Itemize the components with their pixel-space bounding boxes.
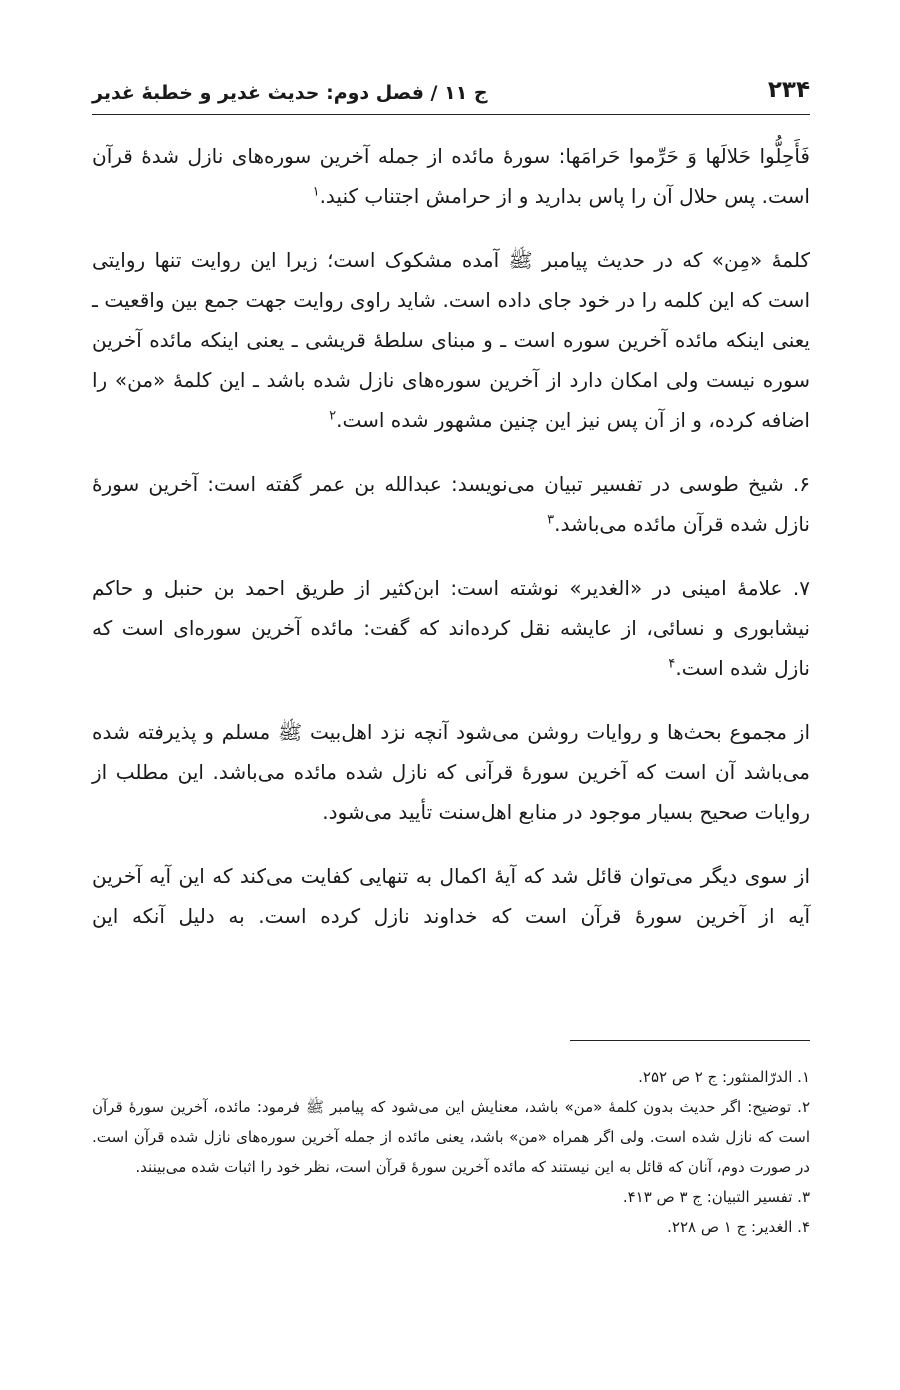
footnote: ۴. الغدیر: ج ۱ ص ۲۲۸. [667, 1218, 810, 1236]
paragraph [92, 136, 810, 216]
book-page [92, 0, 810, 1390]
paragraph [92, 464, 810, 544]
footnote: ۲. توضیح: اگر حدیث بدون کلمهٔ «من» باشد، معنایش این می‌شود که پیامبر ﷺ فرمود: مائده، آخرین سورهٔ قرآن است که نازل شده است. ولی اگر همراه «من» باشد، یعنی مائده از جمله آخرین سوره‌های نازل شده قرآن است. در صورت دوم، آنان که قائل به این نیستند که مائده آخرین سورهٔ قرآن است، نظر خود را اثبات شده می‌بینند. [92, 1098, 810, 1176]
paragraph-text: از مجموع بحث‌ها و روایات روشن می‌شود آنچه نزد اهل‌بیت ﷺ مسلم و پذیرفته شده می‌باشد آن است که آخرین سورهٔ قرآنی که نازل شده مائده می‌باشد. این مطلب از روایات صحیح بسیار موجود در منابع اهل‌سنت تأیید می‌شود. [92, 720, 810, 824]
footnote-separator [570, 1040, 810, 1041]
footnotes [92, 1062, 810, 1242]
paragraph-text: ۶. شیخ طوسی در تفسیر تبیان می‌نویسد: عبدالله بن عمر گفته است: آخرین سورهٔ نازل شده قرآن مائده می‌باشد. [92, 472, 810, 536]
main-text [92, 136, 810, 960]
paragraph [92, 240, 810, 440]
footnote: ۱. الدرّالمنثور: ج ۲ ص ۲۵۲. [638, 1068, 810, 1086]
paragraph-text: کلمهٔ «مِن» که در حدیث پیامبر ﷺ آمده مشکوک است؛ زیرا این روایت تنها روایتی است که این کلمه را در خود جای داده است. شاید راوی روایت جهت جمع بین واقعیت ـ یعنی اینکه مائده آخرین سوره است ـ و مبنای سلطهٔ قریشی ـ یعنی اینکه مائده آخرین سوره نیست ولی امکان دارد از آخرین سوره‌های نازل شده باشد ـ این کلمهٔ «من» را اضافه کرده، و از آن پس نیز این چنین مشهور شده است. [92, 248, 810, 432]
page-header [92, 64, 810, 115]
footnote-reference: ۳ [547, 512, 555, 528]
footnote-reference: ۴ [668, 656, 676, 672]
paragraph [92, 712, 810, 832]
paragraph [92, 568, 810, 688]
footnote-reference: ۱ [312, 184, 320, 200]
footnote-reference: ۲ [329, 408, 337, 424]
paragraph-text: از سوی دیگر می‌توان قائل شد که آیهٔ اکمال به تنهایی کفایت می‌کند که این آیه آخرین آیه از آخرین سورهٔ قرآن است که خداوند نازل کرده است. به دلیل آنکه این [92, 864, 810, 928]
page-number: ۲۳۴ [767, 77, 810, 103]
paragraph-text: فَأَحِلُّوا حَلالَها وَ حَرِّموا حَرامَها: سورهٔ مائده از جمله آخرین سوره‌های نازل شدهٔ قرآن است. پس حلال آن را پاس بدارید و از حرامش اجتناب کنید. [92, 144, 810, 208]
running-title: ج ۱۱ / فصل دوم: حدیث غدیر و خطبهٔ غدیر [92, 82, 488, 104]
paragraph-text: ۷. علامهٔ امینی در «الغدیر» نوشته است: ابن‌کثیر از طریق احمد بن حنبل و حاکم نیشابوری و نسائی، از عایشه نقل کرده‌اند که گفت: مائده آخرین سوره‌ای است که نازل شده است. [92, 576, 810, 680]
footnote: ۳. تفسیر التبیان: ج ۳ ص ۴۱۳. [622, 1188, 810, 1206]
paragraph [92, 856, 810, 936]
